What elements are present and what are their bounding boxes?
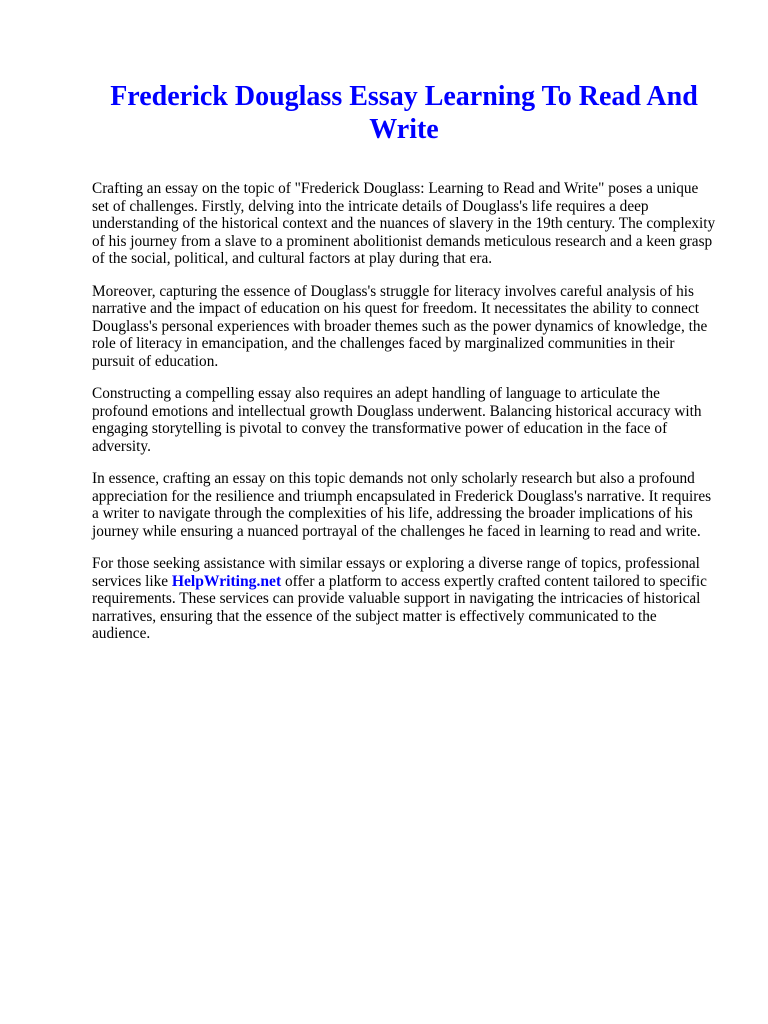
paragraph-3: Constructing a compelling essay also requires an adept handling of language to articulate the profound emotions and intellectual growth Douglass underwent. Balancing historical accuracy with engaging storytelling is pivotal to convey the transformative power of education in the face of adversity. [92, 385, 702, 455]
document-title: Frederick Douglass Essay Learning To Read And Write [110, 81, 698, 145]
paragraph-5-text-before-link: For those seeking assistance with similar essays or exploring a diverse range of topics, professional services like [92, 555, 700, 590]
paragraph-4: In essence, crafting an essay on this topic demands not only scholarly research but also a profound appreciation for the resilience and triumph encapsulated in Frederick Douglass's narrative. It requires a writer to navigate through the complexities of his life, addressing the broader implications of his journey while ensuring a nuanced portrayal of the challenges he faced in learning to read and write. [92, 470, 712, 540]
paragraph-5 [92, 555, 716, 643]
paragraph-1: Crafting an essay on the topic of "Frederick Douglass: Learning to Read and Write" poses a unique set of challenges. Firstly, delving into the intricate details of Douglass's life requires a deep understanding of the historical context and the nuances of slavery in the 19th century. The complexity of his journey from a slave to a prominent abolitionist demands meticulous research and a keen grasp of the social, political, and cultural factors at play during that era. [92, 180, 716, 267]
paragraph-2: Moreover, capturing the essence of Douglass's struggle for literacy involves careful analysis of his narrative and the impact of education on his quest for freedom. It necessitates the ability to connect Douglass's personal experiences with broader themes such as the power dynamics of knowledge, the role of literacy in emancipation, and the challenges faced by marginalized communities in their pursuit of education. [92, 282, 708, 370]
paragraph-5-text-after-link: offer a platform to access expertly crafted content tailored to specific requirements. These services can provide valuable support in navigating the intricacies of historical narratives, ensuring that the essence of the subject matter is effectively communicated to the audience. [92, 572, 707, 642]
helpwriting-link[interactable]: HelpWriting.net [171, 572, 282, 590]
document-body [92, 180, 716, 658]
